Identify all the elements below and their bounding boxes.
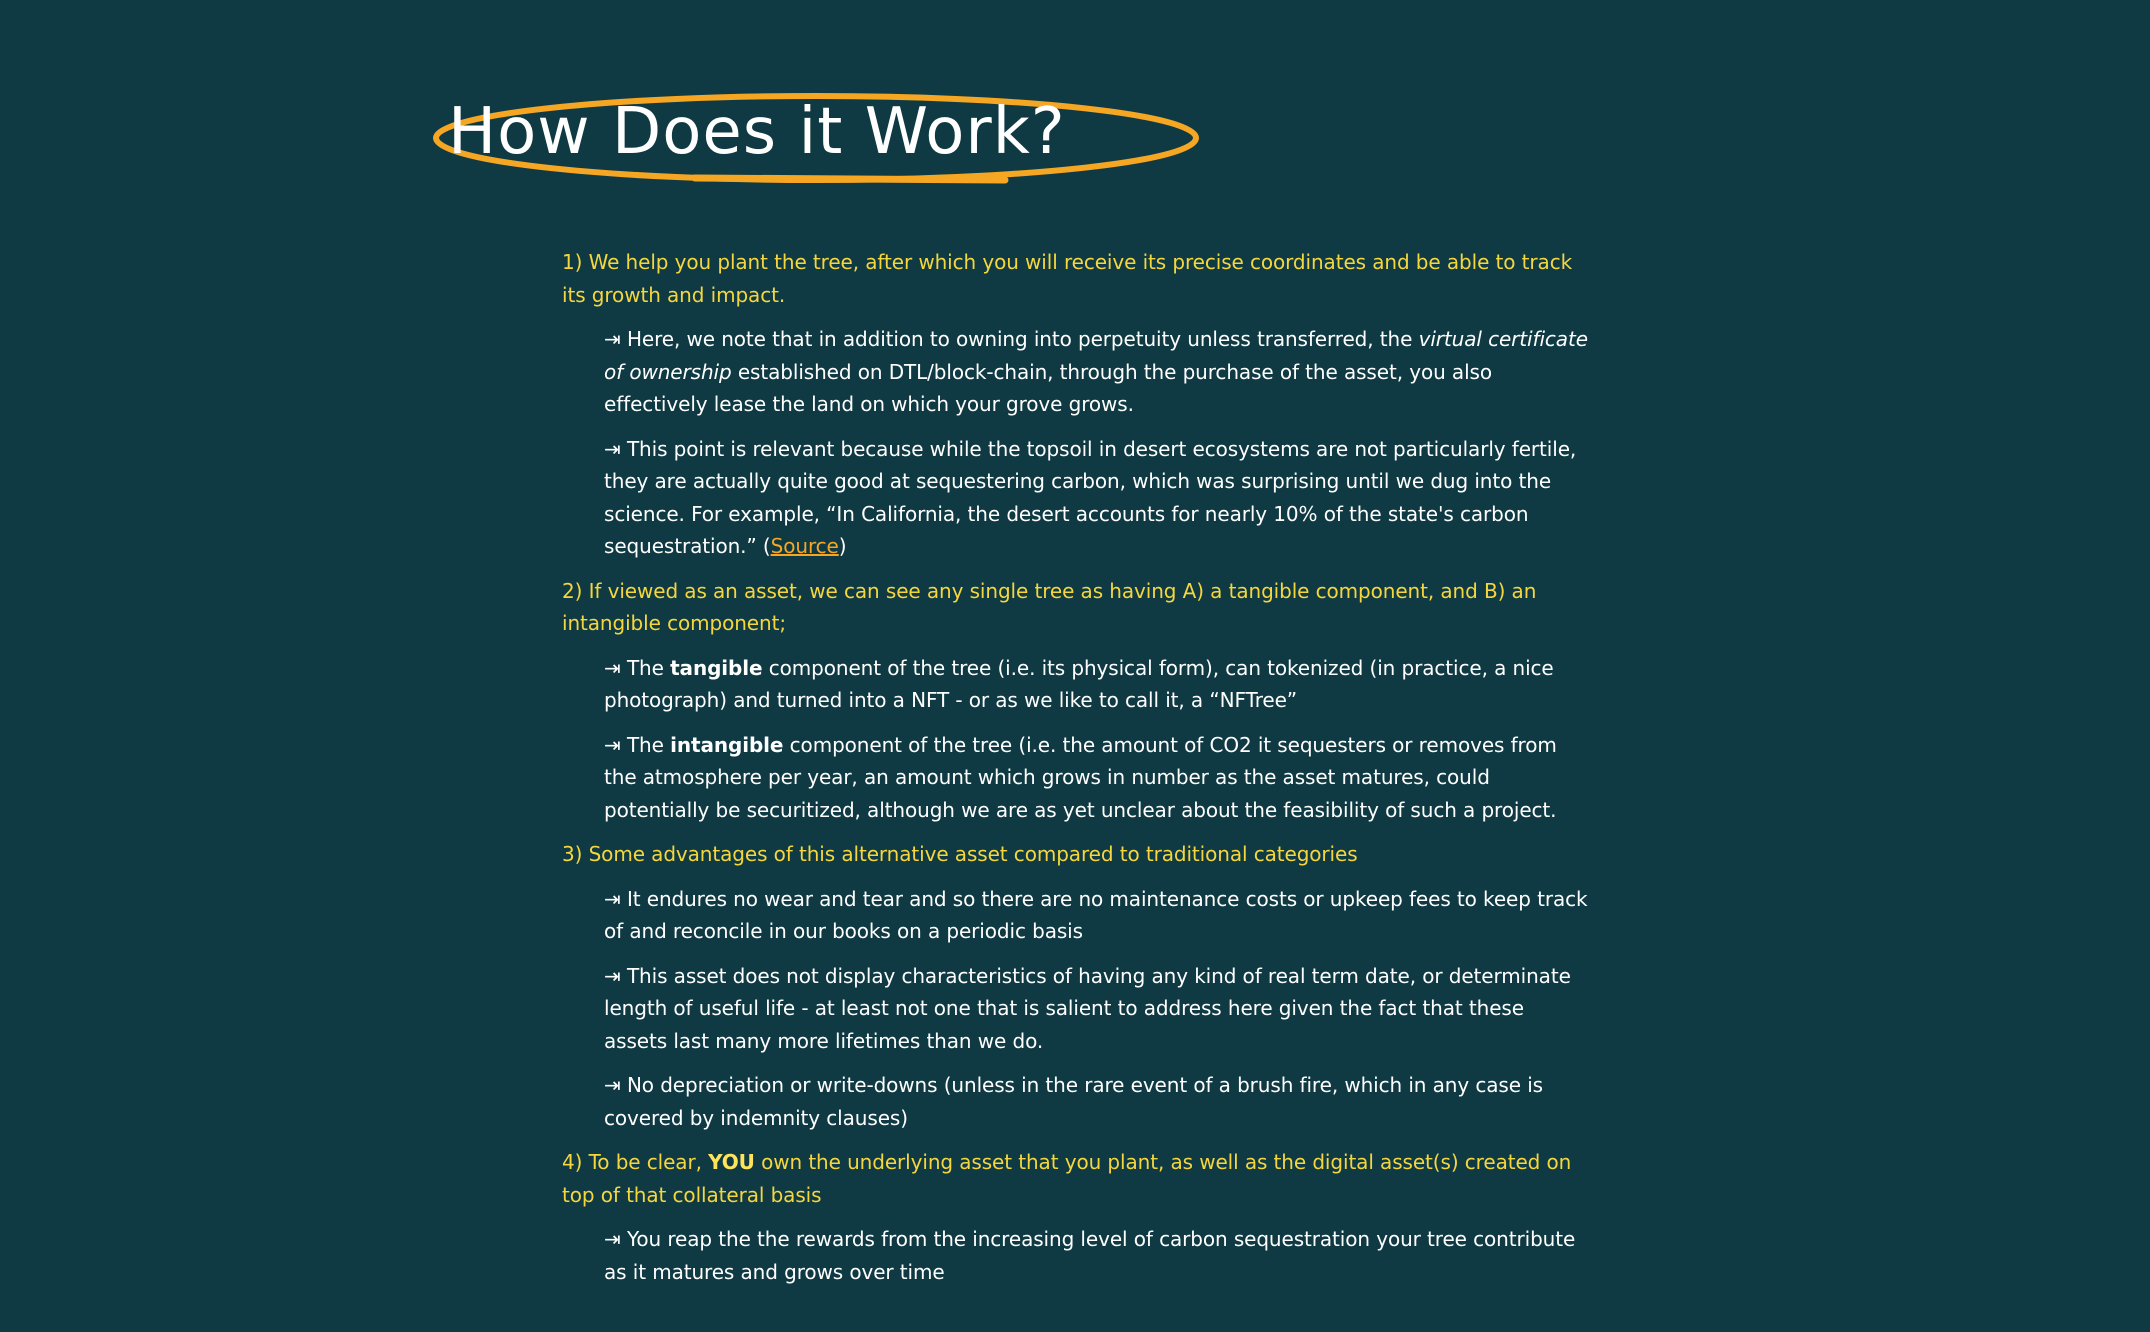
content [562, 246, 1592, 1300]
title-block [430, 88, 1210, 198]
arrow-icon: ⇥ [604, 655, 621, 680]
arrow-icon: ⇥ [604, 1227, 621, 1251]
emphasis: virtual certificate of ownership [604, 327, 1588, 384]
point-3-detail-2: ⇥ This asset does not display characteristics of having any kind of real term date, or determinate length of useful life - at least not one that is salient to address here given the fact that these assets last many more lifetimes than we do. [604, 963, 1571, 1053]
point-1: 1) We help you plant the tree, after which you will receive its precise coordinates and be able to track its growth and impact. [562, 250, 1573, 307]
page-title: How Does it Work? [448, 95, 1066, 169]
strong-text: intangible [670, 732, 784, 757]
point-3-detail-1: ⇥ It endures no wear and tear and so there are no maintenance costs or upkeep fees to keep track of and reconcile in our books on a periodic basis [604, 886, 1588, 943]
arrow-icon: ⇥ [604, 963, 621, 988]
point-4-detail-1: ⇥ You reap the the rewards from the increasing level of carbon sequestration your tree contribute as it matures and grows over time [604, 1227, 1576, 1284]
point-1-detail-1: ⇥ Here, we note that in addition to owning into perpetuity unless transferred, the virtual certificate of ownership established on DTL/block-chain, through the purchase of the asset, you also effectively lease the land on which your grove grows. [604, 327, 1588, 416]
arrow-icon: ⇥ [604, 436, 621, 461]
arrow-icon: ⇥ [604, 1073, 621, 1097]
strong-text: YOU [708, 1150, 755, 1174]
point-3-detail-3: ⇥ No depreciation or write-downs (unless in the rare event of a brush fire, which in any case is covered by indemnity clauses) [604, 1073, 1543, 1130]
arrow-icon: ⇥ [604, 886, 621, 911]
point-4: 4) To be clear, YOU own the underlying asset that you plant, as well as the digital asset(s) created on top of that collateral basis [562, 1150, 1572, 1207]
point-3: 3) Some advantages of this alternative asset compared to traditional categories [562, 842, 1358, 866]
point-1-detail-2: ⇥ This point is relevant because while the topsoil in desert ecosystems are not particularly fertile, they are actually quite good at sequestering carbon, which was surprising until we dug into the science. For example, “In California, the desert accounts for nearly 10% of the state's carbon sequestration.” (Source) [604, 436, 1577, 558]
point-2: 2) If viewed as an asset, we can see any single tree as having A) a tangible component, and B) an intangible component; [562, 578, 1537, 635]
point-2-detail-1: ⇥ The tangible component of the tree (i.e. its physical form), can tokenized (in practice, a nice photograph) and turned into a NFT - or as we like to call it, a “NFTree” [604, 655, 1554, 712]
point-2-detail-2: ⇥ The intangible component of the tree (i.e. the amount of CO2 it sequesters or removes from the atmosphere per year, an amount which grows in number as the asset matures, could potentially be securitized, although we are as yet unclear about the feasibility of such a project. [604, 732, 1557, 822]
arrow-icon: ⇥ [604, 327, 621, 351]
strong-text: tangible [670, 655, 763, 680]
source-link[interactable]: Source [770, 534, 839, 558]
arrow-icon: ⇥ [604, 732, 621, 757]
